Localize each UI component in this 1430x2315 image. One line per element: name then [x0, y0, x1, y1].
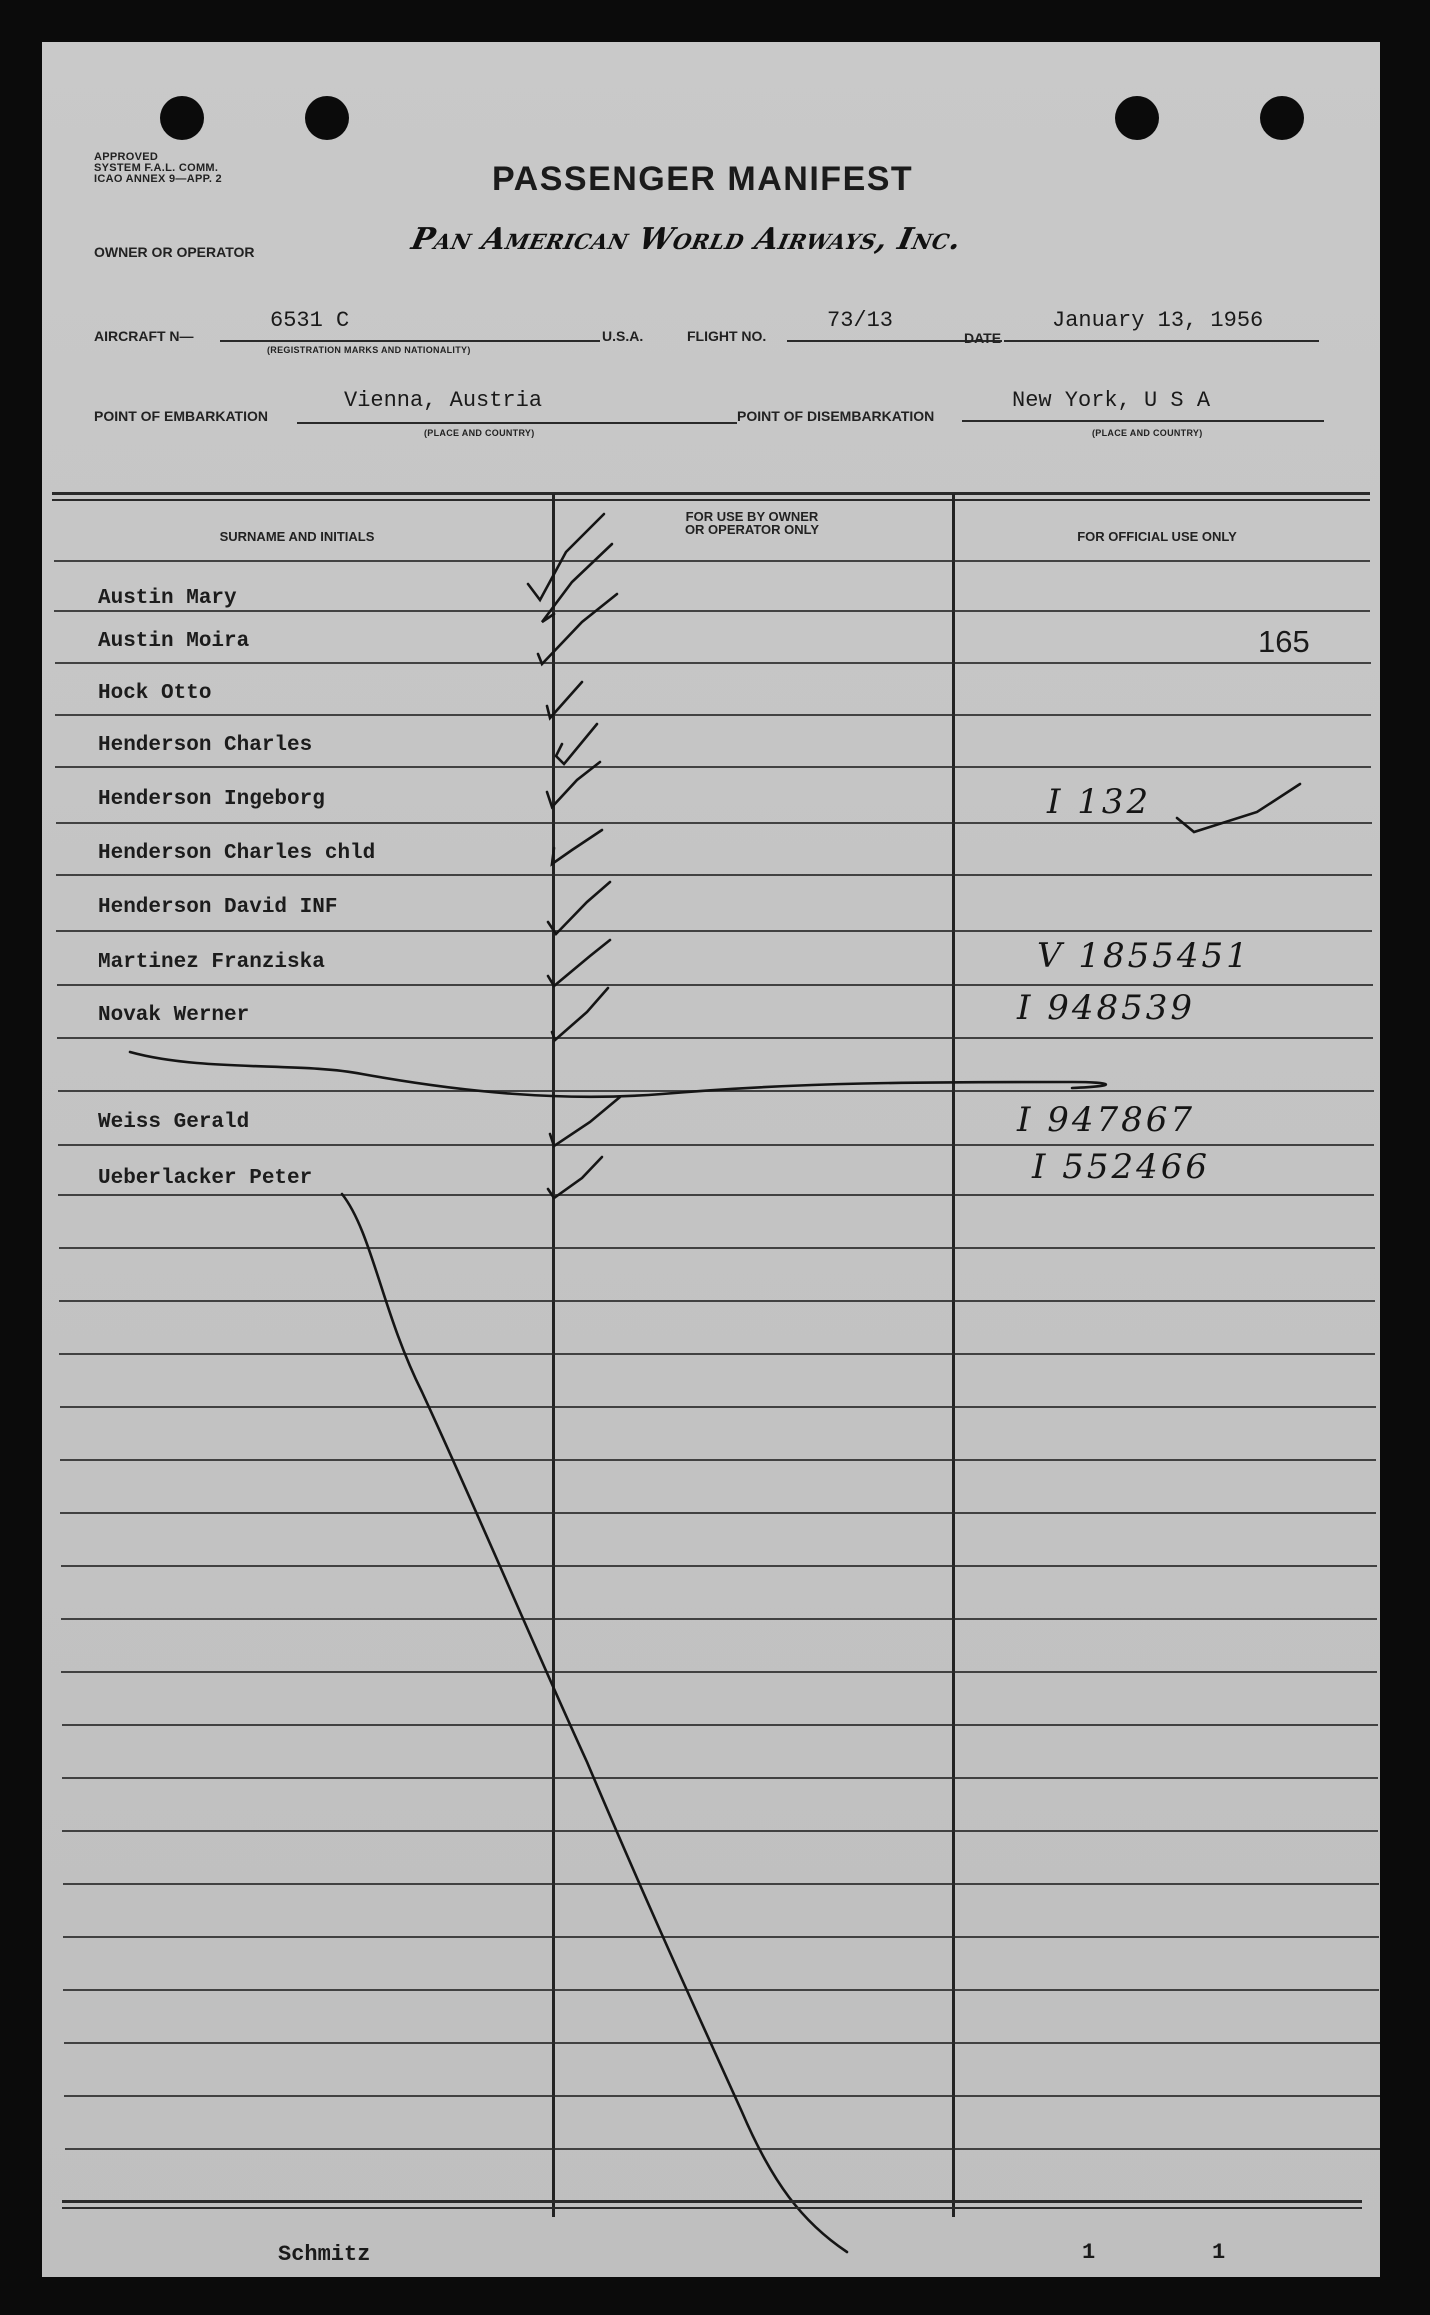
official-entry: I 552466: [1032, 1147, 1211, 1187]
passenger-name: Henderson Charles chld: [98, 842, 376, 865]
passenger-name: Austin Mary: [98, 587, 237, 610]
embarkation-sublabel: (PLACE AND COUNTRY): [424, 428, 535, 438]
usa-label: U.S.A.: [602, 328, 644, 344]
official-entry: I 947867: [1017, 1100, 1196, 1140]
date-label: DATE: [964, 330, 1002, 346]
aircraft-value: 6531 C: [270, 308, 350, 333]
passenger-name: Martinez Franziska: [98, 951, 325, 974]
passenger-name: Novak Werner: [98, 1004, 250, 1027]
disembarkation-label: POINT OF DISEMBARKATION: [737, 408, 935, 424]
flight-value: 73/13: [827, 308, 894, 333]
owner-use-header-line: FOR USE BY OWNER: [685, 509, 819, 524]
manifest-sheet: [42, 42, 1380, 2277]
check-mark: [548, 882, 610, 934]
official-entry: 165: [1258, 624, 1310, 659]
approval-line: ICAO ANNEX 9—APP. 2: [94, 173, 222, 185]
aircraft-sublabel: (REGISTRATION MARKS AND NATIONALITY): [267, 345, 471, 355]
check-mark: [528, 514, 604, 600]
check-mark: [547, 682, 582, 718]
passenger-name: Henderson David INF: [98, 896, 338, 919]
page-title: PASSENGER MANIFEST: [492, 160, 914, 198]
passenger-name: Ueberlacker Peter: [98, 1167, 313, 1190]
passenger-name: Weiss Gerald: [98, 1111, 250, 1134]
page-total: 1: [1212, 2240, 1226, 2265]
approval-line: APPROVED: [94, 151, 159, 163]
disembarkation-sublabel: (PLACE AND COUNTRY): [1092, 428, 1203, 438]
official-entry: V 1855451: [1037, 936, 1251, 976]
check-mark: [552, 830, 602, 864]
check-mark: [547, 762, 600, 807]
table-bottom-rule: [62, 2200, 1362, 2203]
check-mark: [550, 1097, 620, 1146]
check-mark: [542, 544, 612, 622]
disembarkation-value: New York, U S A: [1012, 388, 1211, 413]
prepared-by: Schmitz: [278, 2242, 371, 2267]
check-mark: [552, 988, 608, 1040]
date-value: January 13, 1956: [1052, 308, 1264, 333]
passenger-name: Austin Moira: [98, 630, 250, 653]
check-mark: [538, 594, 617, 664]
page-number: 1: [1082, 2240, 1096, 2265]
passenger-name: Hock Otto: [98, 682, 212, 705]
check-mark: [548, 940, 610, 986]
table-bottom-rule: [62, 2207, 1362, 2209]
owner-operator-label: OWNER OR OPERATOR: [94, 244, 255, 260]
owner-use-header-line: OR OPERATOR ONLY: [684, 522, 820, 537]
passenger-name: Henderson Charles: [98, 734, 313, 757]
official-entry: I 132: [1047, 782, 1152, 822]
embarkation-value: Vienna, Austria: [344, 388, 543, 413]
passenger-name: Henderson Ingeborg: [98, 788, 325, 811]
check-mark: [548, 1157, 602, 1198]
embarkation-label: POINT OF EMBARKATION: [94, 408, 268, 424]
approval-line: SYSTEM F.A.L. COMM.: [94, 162, 219, 174]
surname-column-header: SURNAME AND INITIALS: [219, 529, 375, 544]
check-mark: [556, 724, 597, 764]
flight-label: FLIGHT NO.: [687, 328, 767, 344]
official-use-column-header: FOR OFFICIAL USE ONLY: [1077, 529, 1237, 544]
handwritten-marks: [42, 42, 1380, 2277]
diagonal-line: [342, 1194, 847, 2252]
official-check-mark: [1177, 784, 1300, 832]
strike-line: [130, 1052, 1106, 1097]
official-entry: I 948539: [1017, 988, 1196, 1028]
aircraft-label: AIRCRAFT N—: [94, 328, 194, 344]
airline-name: Pan American World Airways, Inc.: [408, 222, 965, 257]
